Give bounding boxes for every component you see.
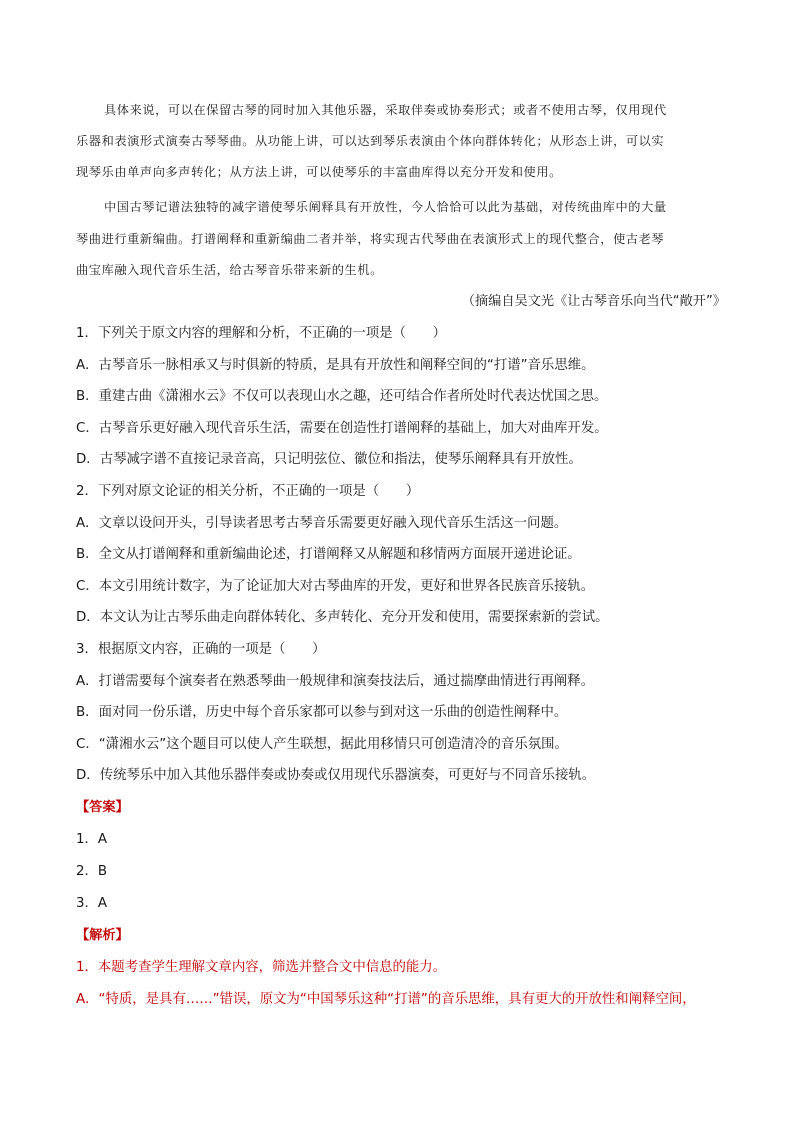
passage-line: 曲宝库融入现代音乐生活，给古琴音乐带来新的生机。: [76, 263, 383, 277]
question-stem: 3．根据原文内容，正确的一项是（ ）: [76, 642, 326, 657]
passage-source: （摘编自吴文光《让古琴音乐向当代“敞开”》: [461, 294, 726, 309]
analysis-line: 1．本题考查学生理解文章内容，筛选并整合文中信息的能力。: [76, 960, 447, 975]
question-option: D．本文认为让古琴乐曲走向群体转化、多声转化、充分开发和使用，需要探索新的尝试。: [76, 610, 609, 625]
passage-line: 中国古琴记谱法独特的减字谱使琴乐阐释具有开放性，今人恰恰可以此为基础，对传统曲库中的大量: [104, 200, 667, 214]
question-option: A．打谱需要每个演奏者在熟悉琴曲一般规律和演奏技法后，通过揣摩曲情进行再阐释。: [76, 674, 595, 689]
question-option: A．古琴音乐一脉相承又与时俱新的特质，是具有开放性和阐释空间的“打谱”音乐思维。: [76, 358, 595, 373]
question-option: D．传统琴乐中加入其他乐器伴奏或协奏或仅用现代乐器演奏，可更好与不同音乐接轨。: [76, 768, 596, 783]
answer-tag: 【答案】: [76, 800, 129, 815]
passage-line: 现琴乐由单声向多声转化；从方法上讲，可以使琴乐的丰富曲库得以充分开发和使用。: [76, 165, 562, 179]
answer-item: 3．A: [76, 896, 108, 911]
question-option: C．本文引用统计数字，为了论证加大对古琴曲库的开发，更好和世界各民族音乐接轨。: [76, 579, 595, 594]
question-option: A．文章以设问开头，引导读者思考古琴音乐需要更好融入现代音乐生活这一问题。: [76, 516, 568, 531]
question-option: B．全文从打谱阐释和重新编曲论述，打谱阐释又从解题和移情两方面展开递进论证。: [76, 547, 581, 562]
question-stem: 1．下列关于原文内容的理解和分析，不正确的一项是（ ）: [76, 326, 447, 341]
analysis-line: A．“特质，是具有……”错误，原文为“中国琴乐这种“打谱”的音乐思维，具有更大的开放性和阐释空间，: [76, 992, 696, 1007]
passage-line: 具体来说，可以在保留古琴的同时加入其他乐器，采取伴奏或协奏形式；或者不使用古琴，仅用现代: [104, 103, 667, 117]
passage-line: 乐器和表演形式演奏古琴琴曲。从功能上讲，可以达到琴乐表演由个体向群体转化；从形态上讲，可以实: [76, 134, 665, 148]
answer-item: 2．B: [76, 864, 108, 879]
question-option: C．“潇湘水云”这个题目可以使人产生联想，据此用移情只可创造清冷的音乐氛围。: [76, 737, 568, 752]
question-stem: 2．下列对原文论证的相关分析，不正确的一项是（ ）: [76, 484, 420, 499]
passage-line: 琴曲进行重新编曲。打谱阐释和重新编曲二者并举，将实现古代琴曲在表演形式上的现代整合，使古老琴: [76, 232, 665, 246]
answer-item: 1．A: [76, 832, 108, 847]
question-option: B．面对同一份乐谱，历史中每个音乐家都可以参与到对这一乐曲的创造性阐释中。: [76, 705, 568, 720]
analysis-tag: 【解析】: [76, 928, 129, 943]
question-option: B．重建古曲《潇湘水云》不仅可以表现山水之趣，还可结合作者所处时代表达忧国之思。: [76, 389, 608, 404]
question-option: C．古琴音乐更好融入现代音乐生活，需要在创造性打谱阐释的基础上，加大对曲库开发。: [76, 421, 608, 436]
question-option: D．古琴减字谱不直接记录音高，只记明弦位、徽位和指法，使琴乐阐释具有开放性。: [76, 452, 582, 467]
